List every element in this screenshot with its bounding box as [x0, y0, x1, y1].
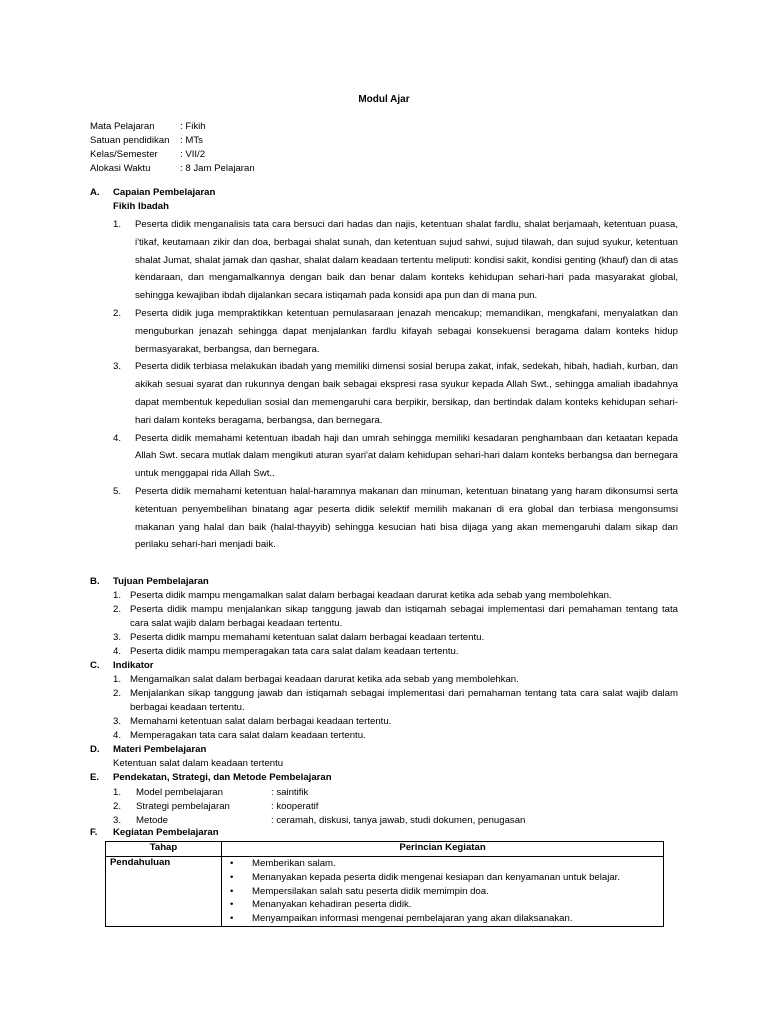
item-text: Peserta didik memahami ketentuan halal-haramnya makanan dan minuman, ketentuan binatang yang haram dikonsumsi serta ketentuan penyembelihan binatang agar peserta didik selektif memilih makanan di era global dan terbiasa mengonsumsi makanan yang halal dan baik (halal-thayyib) sehingga kesucian hati bisa dijaga yang akan memengaruhi dalam sikap dan perilaku sehari-hari menjadi baik. — [135, 485, 678, 551]
item-label: Model pembelajaran — [136, 787, 223, 798]
section-title: Kegiatan Pembelajaran — [113, 827, 219, 838]
section-title: Materi Pembelajaran — [113, 744, 207, 755]
list-item — [113, 786, 525, 800]
item-label: Metode — [136, 815, 168, 826]
item-number: 3. — [113, 632, 122, 643]
bullet: • — [230, 885, 234, 897]
item-text: Menjalankan sikap tanggung jawab dan istiqamah sebagai implementasi dari pemahaman tentang tata cara salat wajib dalam berbagai keadaan tertentu. — [130, 688, 678, 713]
info-value: : Fikih — [180, 121, 206, 132]
bullet: • — [230, 858, 234, 869]
section-b-heading — [90, 576, 209, 587]
item-number: 3. — [113, 361, 122, 373]
item-number: 2. — [113, 801, 122, 812]
list-item — [113, 715, 678, 729]
info-row — [90, 134, 255, 148]
list-item — [226, 857, 659, 871]
item-text: Peserta didik mampu memahami ketentuan salat dalam berbagai keadaan tertentu. — [130, 632, 485, 643]
item-text: Mempersilakan salah satu peserta didik memimpin doa. — [252, 885, 489, 897]
column-header: Perincian Kegiatan — [222, 842, 664, 857]
item-number: 1. — [113, 590, 122, 601]
tujuan-list — [113, 589, 678, 659]
activity-list — [226, 857, 659, 926]
info-label: Satuan pendidikan — [90, 135, 170, 146]
item-number: 1. — [113, 219, 122, 230]
item-text: Menyampaikan informasi mengenai pembelajaran yang akan dilaksanakan. — [252, 913, 573, 925]
materi-text: Ketentuan salat dalam keadaan tertentu — [113, 758, 284, 769]
section-title: Pendekatan, Strategi, dan Metode Pembelajaran — [113, 772, 332, 783]
list-item — [113, 631, 678, 645]
item-text: Peserta didik terbiasa melakukan ibadah yang memiliki dimensi sosial berupa zakat, infak, sedekah, hibah, hadiah, kurban, dan akikah sesuai syarat dan rukunnya dengan baik sebagai ekspresi rasa syukur kepada Allah Swt., sehingga amaliah ibadahnya dapat membentuk kepedulian sosial dan memengaruhi cara berpikir, bersikap, dan bertindak dalam konteks kehidupan sehari-hari dalam konteks beragama, berbangsa, dan bernegara. — [135, 361, 678, 426]
bullet: • — [230, 913, 234, 925]
list-item — [113, 687, 678, 715]
capaian-list — [113, 216, 678, 554]
section-a-heading — [90, 187, 215, 198]
list-item — [113, 358, 678, 429]
list-item — [113, 589, 678, 603]
info-label: Alokasi Waktu — [90, 163, 151, 174]
item-value: : kooperatif — [271, 801, 319, 812]
column-header: Tahap — [106, 842, 222, 857]
item-number: 4. — [113, 646, 122, 657]
item-text: Memahami ketentuan salat dalam berbagai keadaan tertentu. — [130, 716, 392, 727]
section-letter: B. — [90, 576, 100, 587]
list-item — [113, 800, 525, 814]
bullet: • — [230, 899, 234, 911]
info-row — [90, 120, 255, 134]
module-info — [90, 120, 255, 176]
item-text: Peserta didik memahami ketentuan ibadah haji dan umrah sehingga memiliki kesadaran penghambaan dan ketaatan kepada Allah Swt. secara mutlak dalam mengikuti aturan syari'at dalam kehidupan sehari-hari dalam konteks berbangsa dan bernegara untuk menggapai rida Allah Swt.. — [135, 432, 678, 480]
activity-cell — [222, 857, 664, 927]
list-item — [113, 673, 678, 687]
section-c-heading — [90, 660, 154, 671]
item-number: 4. — [113, 730, 122, 741]
list-item — [226, 912, 659, 926]
item-label: Strategi pembelajaran — [136, 801, 230, 812]
pendekatan-list — [113, 786, 525, 828]
list-item — [226, 885, 659, 899]
section-letter: E. — [90, 772, 100, 783]
item-text: Menanyakan kepada peserta didik mengenai kesiapan dan kenyamanan untuk belajar. — [252, 871, 621, 883]
table-header-row — [106, 842, 664, 857]
item-text: Menanyakan kehadiran peserta didik. — [252, 899, 412, 911]
stage-cell: Pendahuluan — [106, 857, 222, 927]
list-item — [113, 216, 678, 305]
item-number: 2. — [113, 307, 122, 319]
item-text: Memberikan salam. — [252, 858, 336, 869]
item-value: : ceramah, diskusi, tanya jawab, studi dokumen, penugasan — [271, 815, 526, 826]
section-a-subheading: Fikih Ibadah — [113, 201, 169, 212]
item-number: 3. — [113, 815, 122, 826]
item-number: 1. — [113, 787, 122, 798]
item-text: Memperagakan tata cara salat dalam keadaan tertentu. — [130, 730, 366, 741]
info-label: Kelas/Semester — [90, 149, 158, 160]
item-text: Peserta didik menganalisis tata cara bersuci dari hadas dan najis, ketentuan shalat fardlu, shalat berjamaah, ketentuan puasa, i'tikaf, keutamaan zikir dan doa, berbagai shalat sunah, dan ketentuan sujud sahwi, sujud tilawah, dan sujud syukur, ketentuan shalat Jumat, shalat jamak dan qashar, shalat dalam keadaan tertentu meliputi: kondisi sakit, kondisi genting (khauf) dan di atas kendaraan, dan mengamalkannya dengan baik dan benar dalam konteks kehidupan sehari-hari pada masyarakat global, sehingga kewajiban ibdah dijalankan secara istiqamah pada konsidi apa pun dan di mana pun. — [135, 219, 678, 302]
item-text: Mengamalkan salat dalam berbagai keadaan darurat ketika ada sebab yang membolehkan. — [130, 674, 519, 685]
item-number: 4. — [113, 432, 122, 444]
item-text: Peserta didik mampu memperagakan tata cara salat dalam keadaan tertentu. — [130, 646, 459, 657]
item-number: 3. — [113, 716, 122, 727]
indikator-list — [113, 673, 678, 743]
section-letter: D. — [90, 744, 100, 755]
bullet: • — [230, 871, 234, 883]
kegiatan-table — [105, 841, 664, 927]
item-number: 1. — [113, 674, 122, 685]
section-f-heading — [90, 827, 219, 838]
list-item — [113, 483, 678, 554]
section-letter: C. — [90, 660, 100, 671]
item-text: Peserta didik mampu menjalankan sikap tanggung jawab dan istiqamah sebagai implementasi dari pemahaman tentang tata cara salat wajib dalam berbagai keadaan tertentu. — [130, 604, 678, 629]
list-item — [113, 603, 678, 631]
section-title: Capaian Pembelajaran — [113, 187, 216, 198]
list-item — [113, 430, 678, 483]
item-number: 2. — [113, 604, 122, 615]
list-item — [113, 814, 525, 828]
section-e-heading — [90, 772, 332, 783]
list-item — [113, 645, 678, 659]
item-number: 5. — [113, 485, 122, 497]
item-text: Peserta didik juga mempraktikkan ketentuan pemulasaraan jenazah mencakup; memandikan, mengkafani, menyalatkan dan menguburkan jenazah sehingga dapat menjalankan fardlu kifayah sebagai konsekuensi beragama dalam konteks hidup bermasyarakat, berbangsa, dan bernegara. — [135, 307, 678, 355]
section-letter: A. — [90, 187, 100, 198]
item-text: Peserta didik mampu mengamalkan salat dalam berbagai keadaan darurat ketika ada sebab yang membolehkan. — [130, 590, 612, 601]
table-row — [106, 857, 664, 927]
info-row — [90, 162, 255, 176]
item-value: : saintifik — [271, 787, 309, 798]
page-title: Modul Ajar — [358, 94, 410, 105]
section-letter: F. — [90, 827, 98, 838]
list-item — [113, 729, 678, 743]
info-value: : 8 Jam Pelajaran — [180, 163, 255, 174]
list-item — [226, 871, 659, 885]
list-item — [226, 898, 659, 912]
section-title: Tujuan Pembelajaran — [113, 576, 209, 587]
item-number: 2. — [113, 688, 122, 699]
info-row — [90, 148, 255, 162]
section-title: Indikator — [113, 660, 154, 671]
list-item — [113, 305, 678, 358]
info-value: : VII/2 — [180, 149, 206, 160]
section-d-heading — [90, 744, 206, 755]
info-value: : MTs — [180, 135, 203, 146]
info-label: Mata Pelajaran — [90, 121, 155, 132]
